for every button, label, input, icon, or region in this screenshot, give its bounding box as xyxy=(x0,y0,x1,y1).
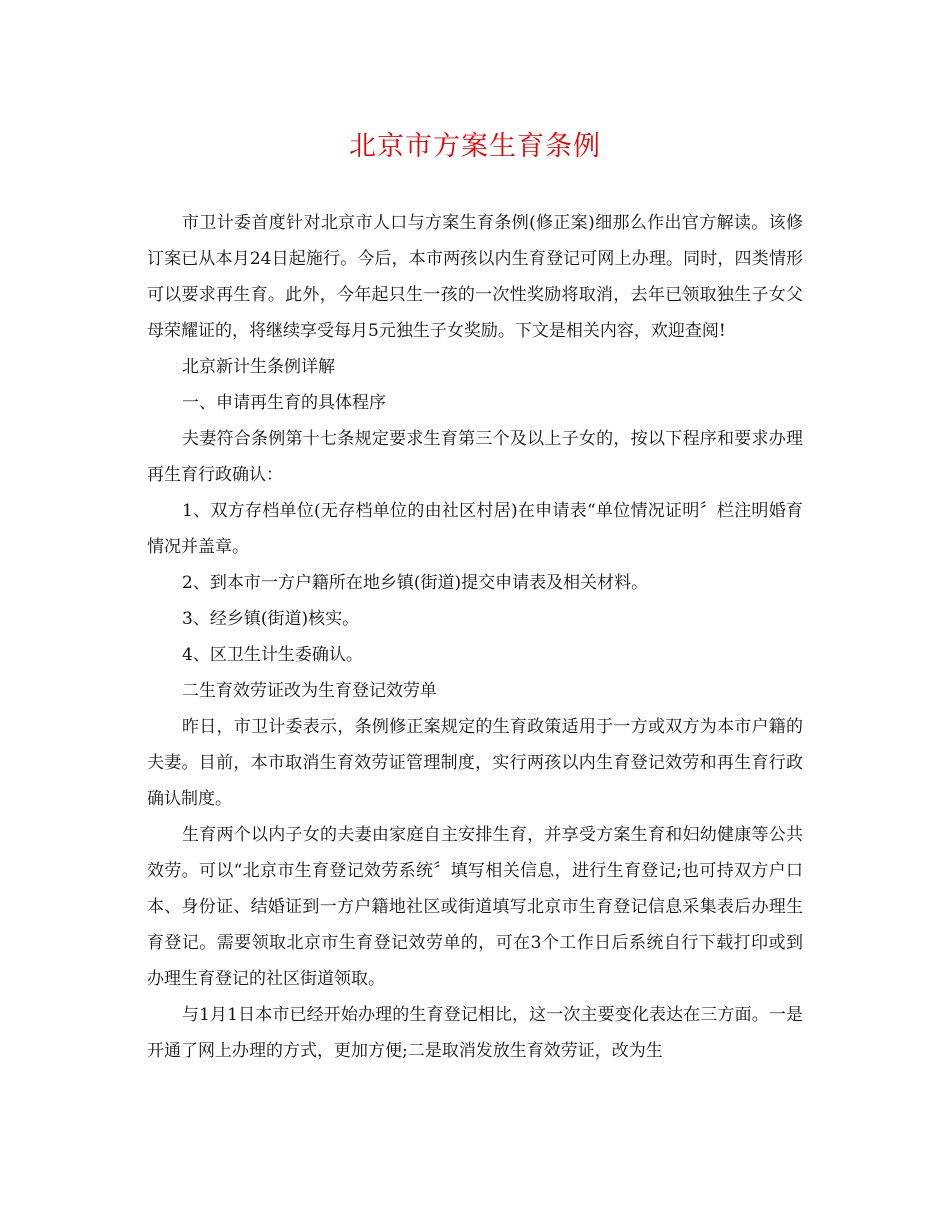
paragraph-procedure-intro: 夫妻符合条例第十七条规定要求生育第三个及以上子女的，按以下程序和要求办理再生育行政确认： xyxy=(147,429,803,485)
procedure-step-2: 2、到本市一方户籍所在地乡镇(街道)提交申请表及相关材料。 xyxy=(182,573,649,593)
paragraph-changes: 与1月1日本市已经开始办理的生育登记相比，这一次主要变化表达在三方面。一是开通了网上办理的方式，更加方便;二是取消发放生育效劳证，改为生 xyxy=(147,1005,803,1061)
procedure-step-1: 1、双方存档单位(无存档单位的由社区村居)在申请表“单位情况证明〞栏注明婚育情况并盖章。 xyxy=(147,501,803,557)
procedure-step-4: 4、区卫生计生委确认。 xyxy=(182,645,363,665)
procedure-step-3: 3、经乡镇(街道)核实。 xyxy=(182,609,360,629)
document-body xyxy=(147,205,803,1069)
document-title: 北京市方案生育条例 xyxy=(349,131,601,162)
section-heading-1: 一、申请再生育的具体程序 xyxy=(182,393,386,413)
section-heading-2: 二生育效劳证改为生育登记效劳单 xyxy=(182,681,437,701)
paragraph-subtitle: 北京新计生条例详解 xyxy=(182,357,335,377)
paragraph-registration: 生育两个以内子女的夫妻由家庭自主安排生育，并享受方案生育和妇幼健康等公共效劳。可以“北京市生育登记效劳系统〞填写相关信息，进行生育登记;也可持双方户口本、身份证、结婚证到一方户籍地社区或街道填写北京市生育登记信息采集表后办理生育登记。需要领取北京市生育登记效劳单的，可在3个工作日后系统自行下载打印或到办理生育登记的社区街道领取。 xyxy=(147,825,803,989)
paragraph-intro: 市卫计委首度针对北京市人口与方案生育条例(修正案)细那么作出官方解读。该修订案已从本月24日起施行。今后，本市两孩以内生育登记可网上办理。同时，四类情形可以要求再生育。此外，今年起只生一孩的一次性奖励将取消，去年已领取独生子女父母荣耀证的，将继续享受每月5元独生子女奖励。下文是相关内容，欢迎查阅! xyxy=(147,213,803,341)
paragraph-policy: 昨日，市卫计委表示，条例修正案规定的生育政策适用于一方或双方为本市户籍的夫妻。目前，本市取消生育效劳证管理制度，实行两孩以内生育登记效劳和再生育行政确认制度。 xyxy=(147,717,803,809)
